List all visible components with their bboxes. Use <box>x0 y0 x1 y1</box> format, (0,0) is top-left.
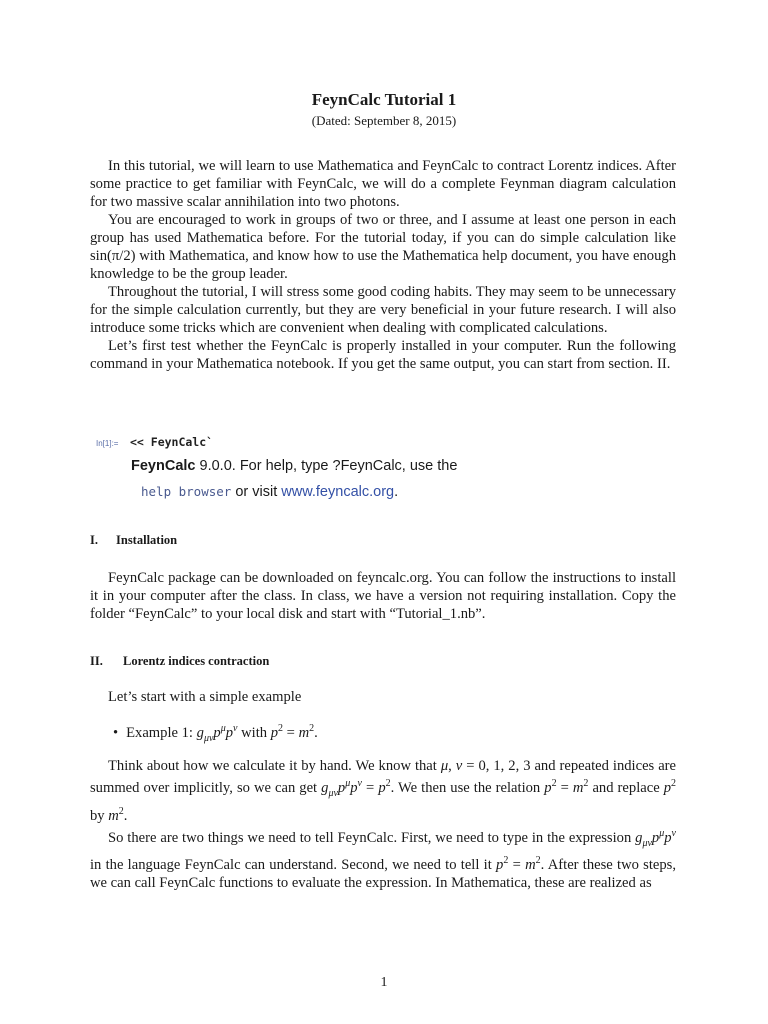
think-paragraph: Think about how we calculate it by hand. We know that μ, ν = 0, 1, 2, 3 and repeated indices are summed over implicitly, so we can get $g_{\mu\nu}p^\mu p^\nu = p^2$. We then use the relation $p^2 = m^2$ and replace $p^2$ by $m^2$. <box>90 758 677 824</box>
page-number: 1 <box>380 975 388 990</box>
output-brand: FeynCalc <box>131 458 196 474</box>
lorentz-lead <box>90 688 676 706</box>
section-title: Installation <box>116 533 178 547</box>
lorentz-body <box>90 757 676 892</box>
section-heading-lorentz <box>90 654 269 669</box>
example-1-item <box>113 723 318 744</box>
input-code: << FeynCalc` <box>130 435 214 449</box>
intro-paragraph-3: Throughout the tutorial, I will stress some good coding habits. They may seem to be unnecessary for the simple calculation currently, but they are very beneficial in your future research. I will also introduce some tricks which are convenient when dealing with complicated calculations. <box>90 284 676 336</box>
feyncalc-website-link[interactable]: www.feyncalc.org <box>281 484 395 500</box>
bullet-mark: • <box>113 724 119 741</box>
example-formula: $g_{\mu\nu}p^\mu p^\nu$ with $p^2 = m^2$. <box>196 723 318 744</box>
help-browser-link[interactable]: help browser <box>141 484 232 499</box>
intro-paragraph-2: You are encouraged to work in groups of two or three, and I assume at least one person in each group has used Mathematica before. For the tutorial today, if you can do simple calculation like sin(π/2) with Mathematica, and know how to use the Mathematica help document, you have enough knowledge to be the group leader. <box>90 212 676 282</box>
section-number: I. <box>90 533 98 547</box>
installation-body <box>90 569 676 623</box>
output-text-2: or visit <box>231 484 282 500</box>
output-line-2 <box>131 479 691 505</box>
intro-paragraph-1: In this tutorial, we will learn to use Mathematica and FeynCalc to contract Lorentz indices. After some practice to get familiar with FeynCalc, we will do a complete Feynman diagram calculation for two massive scalar annihilation into two photons. <box>90 158 676 210</box>
notebook-output-cell <box>131 454 691 505</box>
lorentz-lead-paragraph: Let’s start with a simple example <box>108 689 302 705</box>
paper-title: FeynCalc Tutorial 1 <box>311 90 457 109</box>
output-end: . <box>394 484 399 500</box>
input-label: In[1]:= <box>96 439 119 448</box>
intro-paragraph-4: Let’s first test whether the FeynCalc is properly installed in your computer. Run the following command in your Mathematica notebook. If you get the same output, you can start from section. II. <box>90 338 676 372</box>
section-number: II. <box>90 654 103 668</box>
two-things-paragraph: So there are two things we need to tell FeynCalc. First, we need to type in the expression $g_{\mu\nu}p^\mu p^\nu$ in the language FeynCalc can understand. Second, we need to tell it $p^2 = m^2$. After these two steps, we can call FeynCalc functions to evaluate the expression. In Mathematica, these are realized as <box>90 827 677 892</box>
example-label: Example 1: <box>126 724 193 741</box>
installation-paragraph: FeynCalc package can be downloaded on feyncalc.org. You can follow the instructions to install it in your computer after the class. In class, we have a version not requiring installation. Copy the folder “FeynCalc” to your local disk and start with “Tutorial_1.nb”. <box>90 570 676 622</box>
output-line-1 <box>131 454 691 479</box>
intro-section <box>90 157 676 373</box>
notebook-input-cell <box>96 431 696 450</box>
section-title: Lorentz indices contraction <box>123 654 270 668</box>
section-heading-installation <box>90 533 177 548</box>
output-text-1: 9.0.0. For help, type ?FeynCalc, use the <box>195 458 458 474</box>
paper-date: (Dated: September 8, 2015) <box>311 113 457 128</box>
